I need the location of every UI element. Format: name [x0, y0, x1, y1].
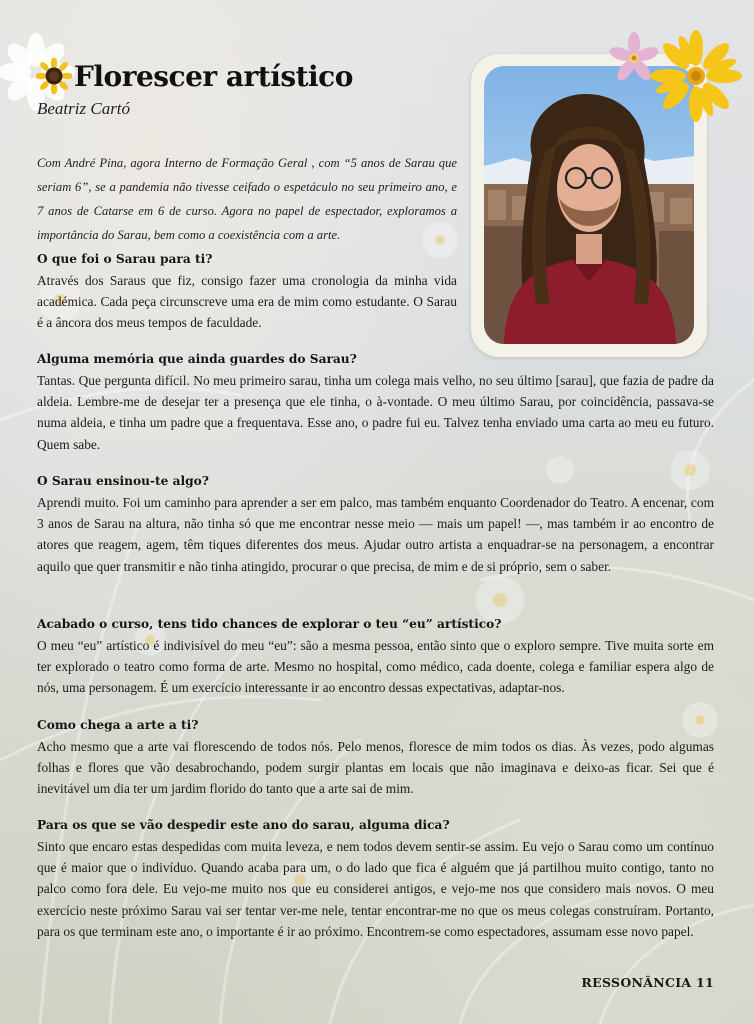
- question: Como chega a arte a ti?: [37, 718, 199, 732]
- answer: Sinto que encaro estas despedidas com muita leveza, e nem todos devem sentir-se assim. Eu vejo o Sarau como um contínuo que é maior que o indivíduo. Quando acaba para um, o do lado que fica é alguém que já partilhou muito contigo, tanto no palco como fora dele. Eu vejo-me muito nos que eu considerei antigos, e vejo-me nos que considero mais novos. O meu exercício neste próximo Sarau vai ser tentar ver-me nele, tentar encontrar-me no que os meus colegas construíram. Portanto, para os que terminam este ano, o importante é ir ao próximo. Encontrem-se como espectadores, assumam esse novo papel.: [37, 839, 714, 939]
- article-title: Florescer artístico: [74, 59, 353, 93]
- question: O que foi o Sarau para ti?: [37, 252, 213, 266]
- answer: Através dos Saraus que fiz, consigo fazer uma cronologia da minha vida académica. Cada peça circunscreve uma era de mim como estudante. O Sarau é a âncora dos meus tempos de faculdade.: [37, 273, 457, 331]
- qa-section-1: [37, 249, 457, 334]
- question: O Sarau ensinou-te algo?: [37, 474, 209, 488]
- title-row: [36, 58, 353, 94]
- qa-section-5: [37, 715, 714, 800]
- page-footer: RESSONÂNCIA 11: [581, 975, 714, 990]
- flower-cluster-icon: [600, 28, 745, 128]
- question: Acabado o curso, tens tido chances de explorar o teu “eu” artístico?: [37, 617, 502, 631]
- question: Para os que se vão despedir este ano do sarau, alguma dica?: [37, 818, 450, 832]
- article-author: Beatriz Cartó: [37, 99, 131, 118]
- qa-section-3: [37, 471, 714, 577]
- answer: Tantas. Que pergunta difícil. No meu primeiro sarau, tinha um colega mais velho, no seu último [sarau], que fazia de padre da aldeia. Lembre-me de desejar ter a presença que ele tinha, o à-vontade. O meu último Sarau, por coincidência, passava-se numa aldeia, e tinha um padre que a frequentava. Esse ano, o padre fui eu. Talvez tenha enviado uma carta ao meu eu futuro. Quem sabe.: [37, 373, 714, 452]
- answer: Aprendi muito. Foi um caminho para aprender a ser em palco, mas também enquanto Coordenador do Teatro. A encenar, com 3 anos de Sarau na altura, não tinha só que me encontrar nesse meio — mais um papel! —, mas também ir ao encontro de atores que reagem, agem, têm tiques diferentes dos meus. Ajudar outro artista a enquadrar-se na personagem, a encontrar aquilo que quer transmitir e não tinha atingido, procurar o que precisa, de mim e de si próprio, sem o saber.: [37, 495, 714, 574]
- answer: Acho mesmo que a arte vai florescendo de todos nós. Pelo menos, floresce de mim todos os dias. Às vezes, podo algumas folhas e flores que vão desabrochando, podem surgir plantas em locais que não imaginava e deixo-as ficar. Sei que é inevitável um dia ter um jardim florido do tanto que a arte sai de mim.: [37, 739, 714, 797]
- qa-section-6: [37, 815, 714, 942]
- article-intro: Com André Pina, agora Interno de Formação Geral , com “5 anos de Sarau que seriam 6”, se a pandemia não tivesse ceifado o espetáculo no seu primeiro ano, e 7 anos de Catarse em 6 de curso. Agora no papel de espectador, exploramos a importância do Sarau, bem como a coexistência com a arte.: [37, 155, 457, 242]
- sunflower-icon: [36, 58, 72, 94]
- qa-section-2: [37, 349, 714, 455]
- question: Alguma memória que ainda guardes do Sarau?: [37, 352, 357, 366]
- qa-section-4: [37, 614, 714, 699]
- answer: O meu “eu” artístico é indivisível do meu “eu”: são a mesma pessoa, então sinto que o exploro sempre. Tive muita sorte em ter explorado o teatro como forma de arte. Mesmo no hospital, como médico, cada doente, colega e familiar espera algo de nós, uma personagem. É um exercício interessante ir ao encontro dessas expectativas, adaptar-nos.: [37, 638, 714, 696]
